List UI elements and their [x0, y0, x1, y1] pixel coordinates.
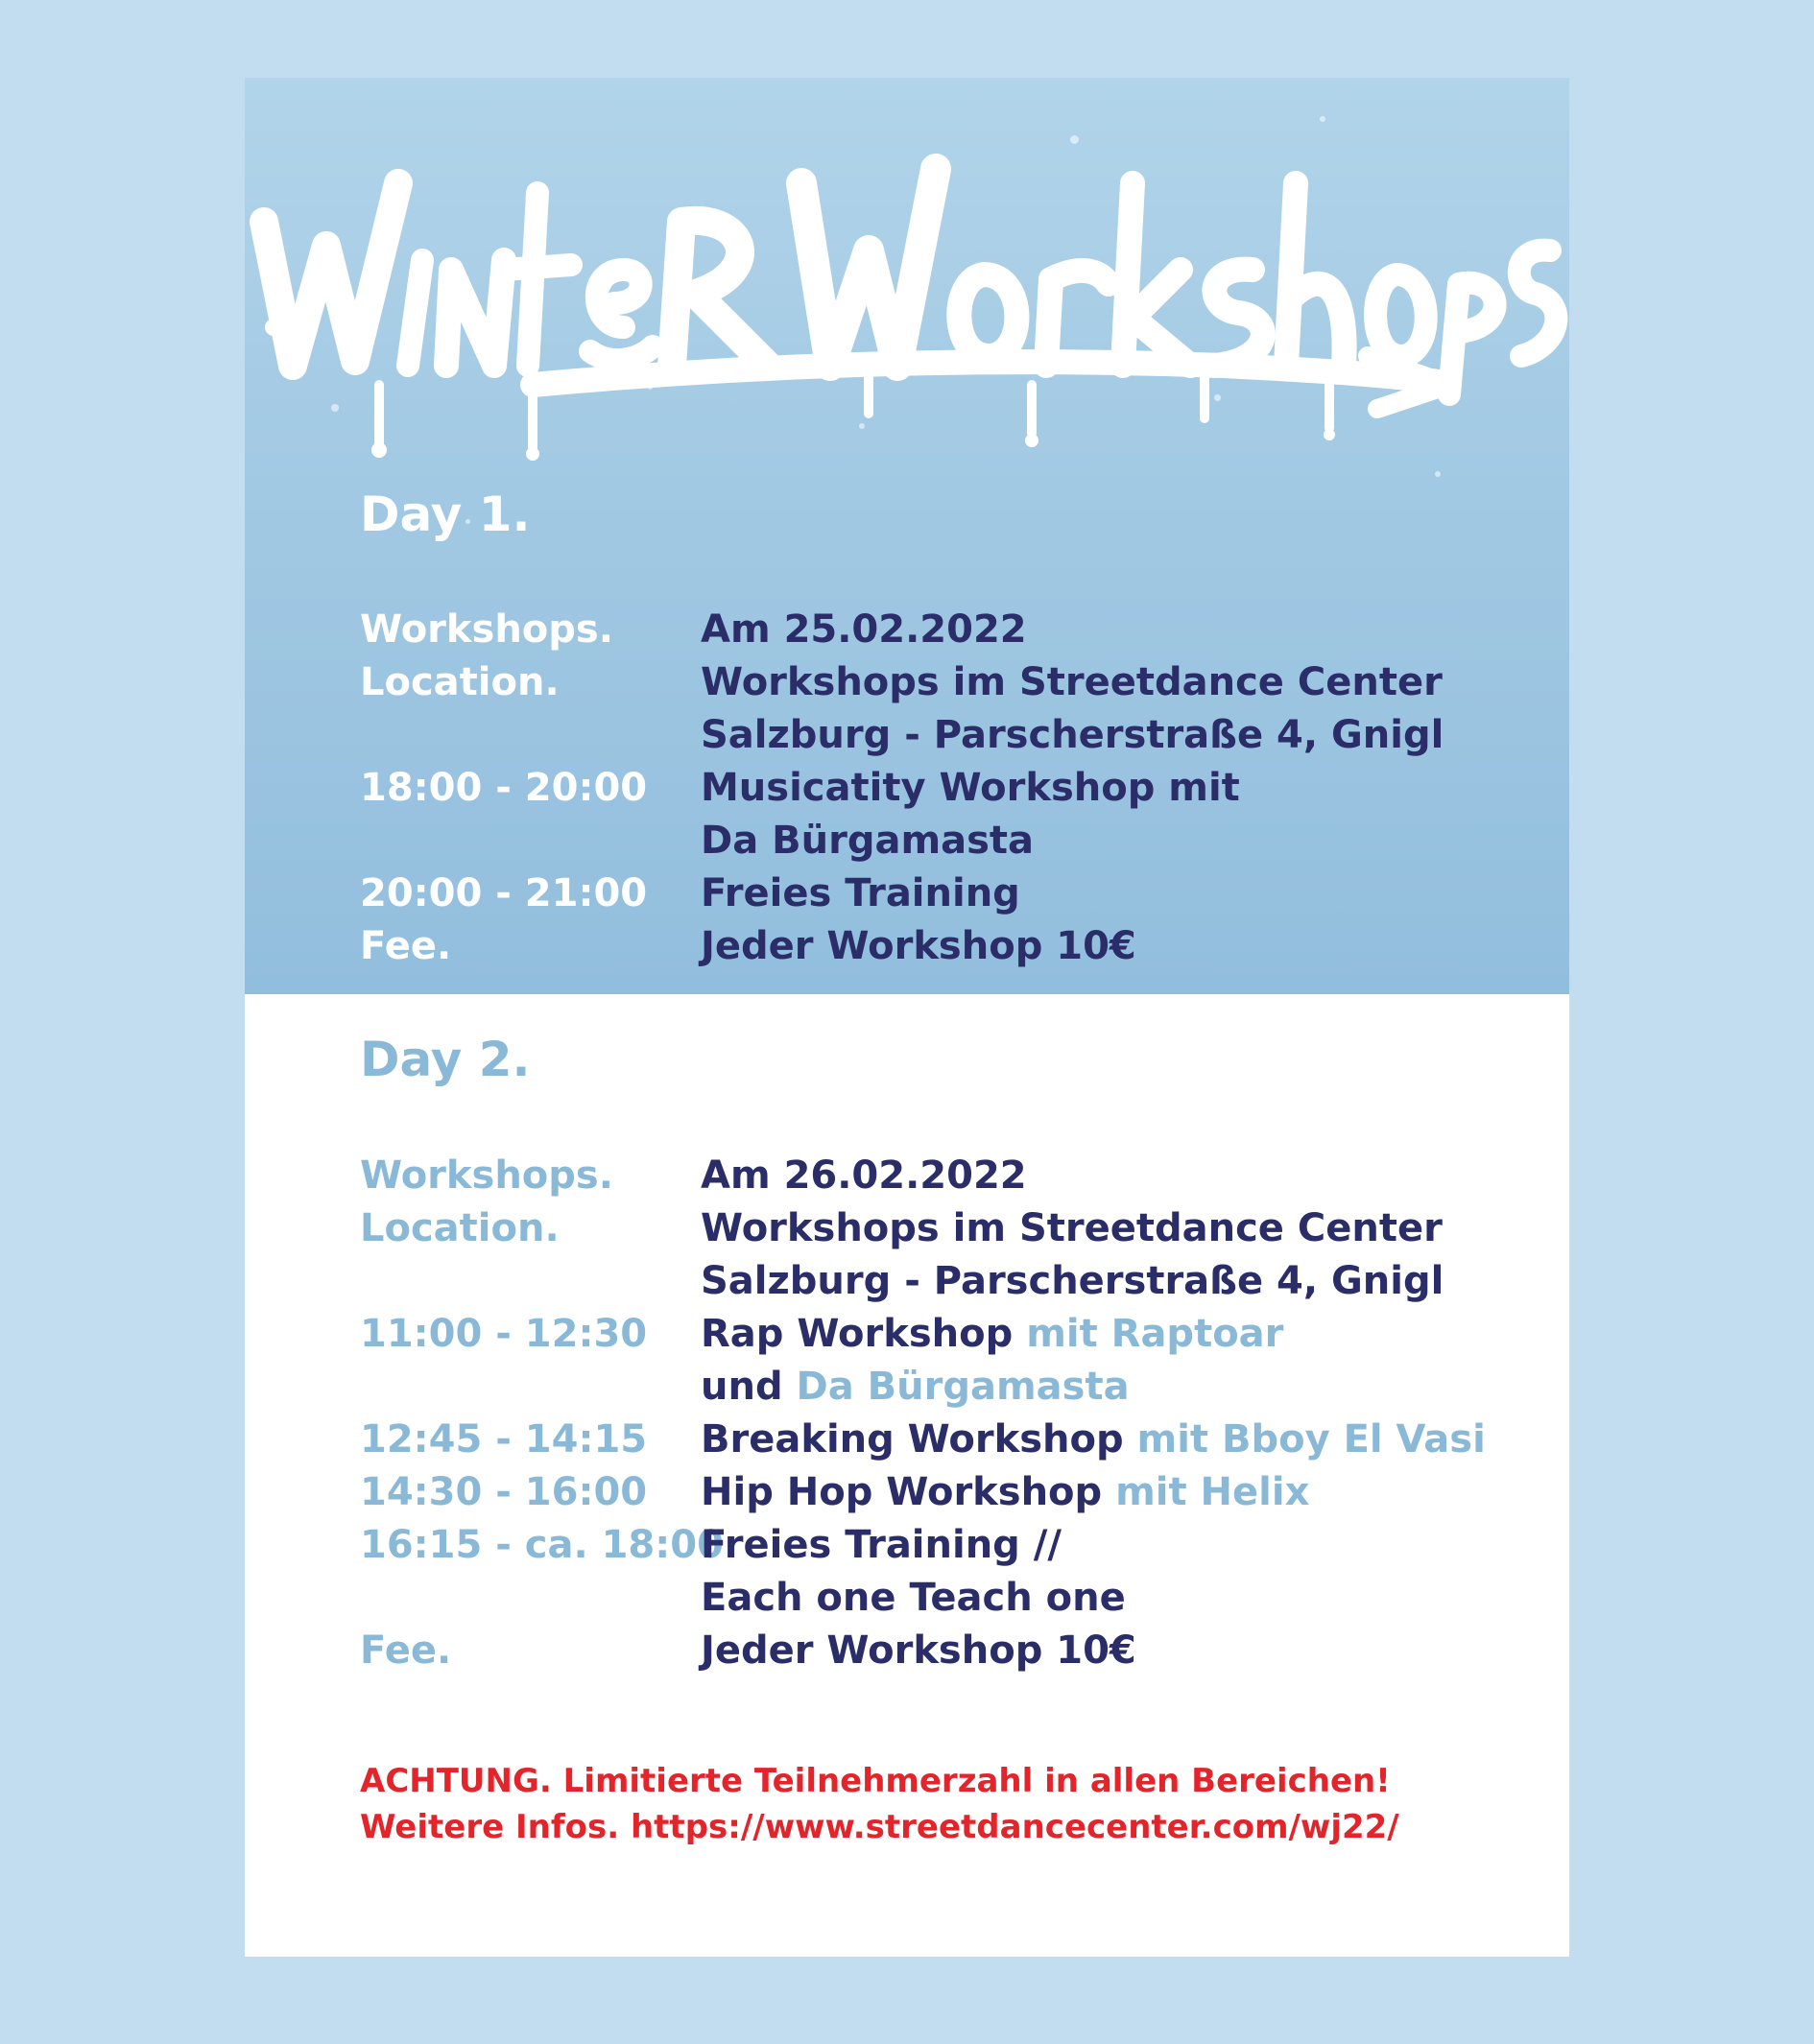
row-value-main: Breaking Workshop	[701, 1417, 1124, 1462]
row-label	[360, 709, 701, 762]
row-label	[360, 1255, 701, 1308]
winter-workshops-logo	[245, 78, 1569, 462]
row-value: Freies Training	[701, 871, 1020, 915]
row-label: 14:30 - 16:00	[360, 1470, 648, 1514]
day1-row	[360, 656, 1512, 709]
day2-row	[360, 1414, 1512, 1466]
notice	[360, 1758, 1512, 1850]
day2-row	[360, 1572, 1512, 1625]
row-value: Salzburg - Parscherstraße 4, Gnigl	[701, 1259, 1444, 1303]
day1-row	[360, 762, 1512, 815]
row-value-instructor: mit Bboy El Vasi	[1136, 1417, 1486, 1462]
day1-row	[360, 868, 1512, 920]
row-label	[360, 815, 701, 868]
notice-warning: ACHTUNG. Limitierte Teilnehmerzahl in allen Bereichen!	[360, 1762, 1391, 1800]
day2-row	[360, 1519, 1512, 1572]
row-value	[701, 1414, 1486, 1466]
day2-schedule	[360, 1150, 1512, 1677]
row-value: Da Bürgamasta	[701, 819, 1035, 863]
row-label: Fee.	[360, 924, 452, 968]
row-value: Salzburg - Parscherstraße 4, Gnigl	[701, 713, 1444, 757]
notice-info-link[interactable]: Weitere Infos. https://www.streetdancecenter.com/wj22/	[360, 1808, 1399, 1846]
row-label: Fee.	[360, 1628, 452, 1673]
row-label: Workshops.	[360, 1153, 613, 1198]
day1-row	[360, 604, 1512, 656]
top-panel	[245, 78, 1569, 994]
row-label: 20:00 - 21:00	[360, 871, 648, 915]
day2-row	[360, 1625, 1512, 1677]
day1-schedule	[360, 604, 1512, 973]
day2-row	[360, 1361, 1512, 1414]
row-label: 12:45 - 14:15	[360, 1417, 648, 1462]
row-value-instructor: Da Bürgamasta	[796, 1365, 1130, 1409]
row-value	[701, 1466, 1309, 1519]
row-label: Workshops.	[360, 607, 613, 652]
day2-row	[360, 1466, 1512, 1519]
row-value: Workshops im Streetdance Center	[701, 1206, 1443, 1250]
row-label	[360, 1572, 701, 1625]
day1-row	[360, 920, 1512, 973]
day1-row	[360, 709, 1512, 762]
row-value-main: Rap Workshop	[701, 1312, 1014, 1356]
row-label: Location.	[360, 1206, 560, 1250]
row-value: Workshops im Streetdance Center	[701, 660, 1443, 704]
row-value: Jeder Workshop 10€	[701, 1628, 1136, 1673]
day2-row	[360, 1308, 1512, 1361]
row-value	[701, 1361, 1130, 1414]
row-value-main: und	[701, 1365, 783, 1409]
row-label: 11:00 - 12:30	[360, 1312, 648, 1356]
row-value-instructor: mit Helix	[1115, 1470, 1310, 1514]
row-value: Freies Training //	[701, 1523, 1062, 1567]
row-value: Am 25.02.2022	[701, 607, 1027, 652]
poster	[245, 78, 1569, 1957]
row-value: Each one Teach one	[701, 1576, 1126, 1620]
day1-row	[360, 815, 1512, 868]
day2-row	[360, 1202, 1512, 1255]
day2-row	[360, 1150, 1512, 1202]
row-value-main: Hip Hop Workshop	[701, 1470, 1103, 1514]
row-label: Location.	[360, 660, 560, 704]
row-label: 16:15 - ca. 18:00	[360, 1523, 724, 1567]
day1-title: Day 1.	[360, 487, 531, 542]
row-value: Am 26.02.2022	[701, 1153, 1027, 1198]
row-value: Musicatity Workshop mit	[701, 766, 1240, 810]
row-label: 18:00 - 20:00	[360, 766, 648, 810]
row-value-instructor: mit Raptoar	[1026, 1312, 1284, 1356]
row-label	[360, 1361, 701, 1414]
row-value: Jeder Workshop 10€	[701, 924, 1136, 968]
day2-title: Day 2.	[360, 1032, 531, 1087]
day2-row	[360, 1255, 1512, 1308]
row-value	[701, 1308, 1283, 1361]
